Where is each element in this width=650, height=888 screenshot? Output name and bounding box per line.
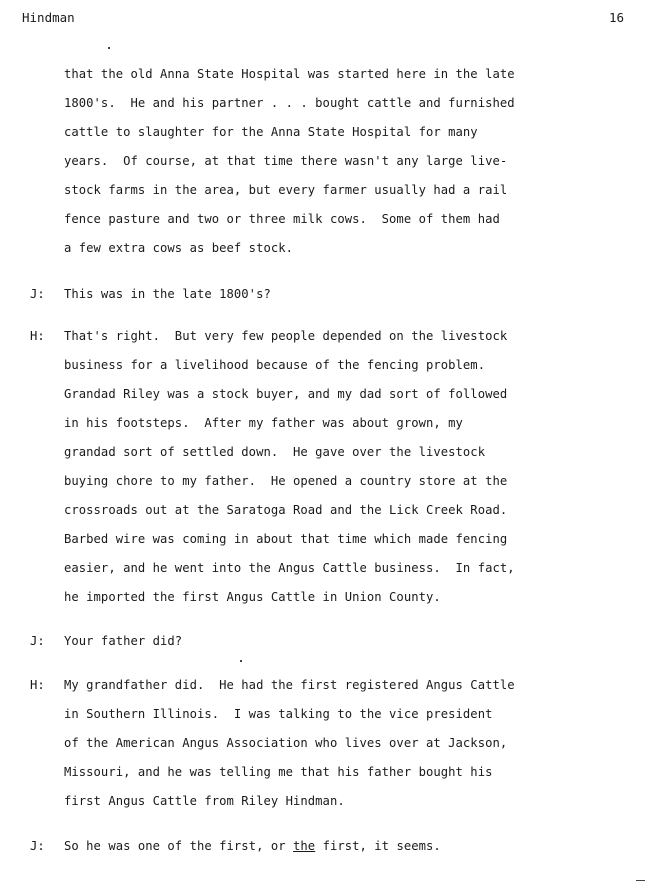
text-line: grandad sort of settled down. He gave over the livestock [64,445,486,459]
scan-speck [636,880,645,881]
speaker-label: H: [30,678,45,692]
text-line: buying chore to my father. He opened a country store at the [64,474,508,488]
text-line: cattle to slaughter for the Anna State Hospital for many [64,125,478,139]
speaker-label: J: [30,287,45,301]
speaker-label: J: [30,634,45,648]
scan-speck [240,660,242,662]
text-line: This was in the late 1800's? [64,287,271,301]
text-line [64,839,441,853]
text-fragment: So he was one of the first, or [64,839,294,853]
text-line: he imported the first Angus Cattle in Union County. [64,590,441,604]
text-line: crossroads out at the Saratoga Road and the Lick Creek Road. [64,503,508,517]
text-line: stock farms in the area, but every farmer usually had a rail [64,183,508,197]
text-line: easier, and he went into the Angus Cattle business. In fact, [64,561,515,575]
text-line: Barbed wire was coming in about that time which made fencing [64,532,508,546]
speaker-label: J: [30,839,45,853]
text-line: Your father did? [64,634,183,648]
text-line: a few extra cows as beef stock. [64,241,294,255]
text-line: business for a livelihood because of the fencing problem. [64,358,486,372]
text-line: of the American Angus Association who lives over at Jackson, [64,736,508,750]
text-line: first Angus Cattle from Riley Hindman. [64,794,345,808]
text-line: 1800's. He and his partner . . . bought cattle and furnished [64,96,515,110]
text-line: Grandad Riley was a stock buyer, and my dad sort of followed [64,387,508,401]
text-line: Missouri, and he was telling me that his father bought his [64,765,493,779]
text-line: in Southern Illinois. I was talking to the vice president [64,707,493,721]
text-line: that the old Anna State Hospital was started here in the late [64,67,515,81]
emphasized-word: the [293,839,316,853]
text-line: My grandfather did. He had the first registered Angus Cattle [64,678,515,692]
interviewee-name: Hindman [22,10,75,25]
text-line: fence pasture and two or three milk cows. Some of them had [64,212,500,226]
text-line: years. Of course, at that time there wasn't any large live- [64,154,508,168]
speaker-label: H: [30,329,45,343]
text-line: in his footsteps. After my father was about grown, my [64,416,463,430]
page-number: 16 [608,10,624,25]
text-line: That's right. But very few people depended on the livestock [64,329,508,343]
text-fragment: first, it seems. [315,839,441,853]
scan-speck [108,47,110,49]
